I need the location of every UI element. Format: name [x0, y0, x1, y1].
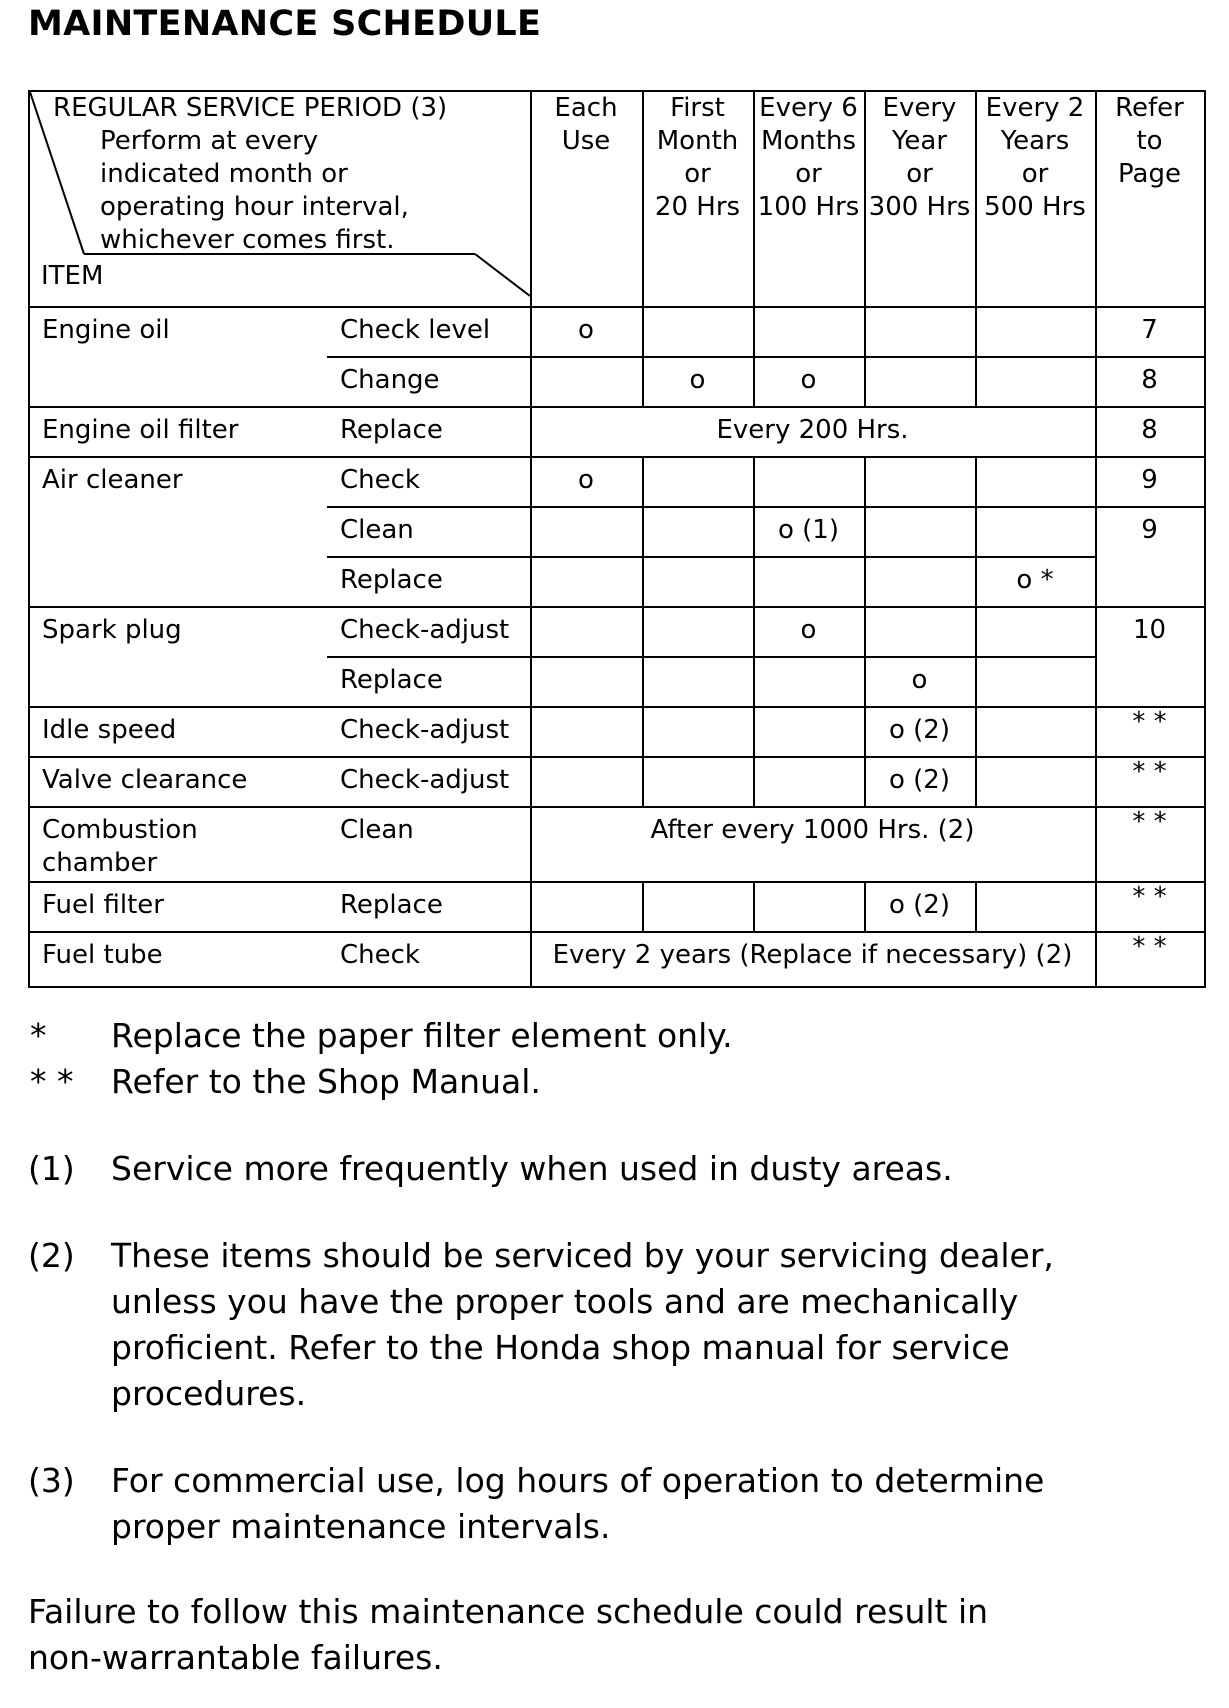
grid-line — [327, 356, 1204, 358]
warranty-warning: Failure to follow this maintenance schedule could result in non-warrantable failures. — [28, 1592, 989, 1677]
page-reference: * * — [1132, 707, 1167, 737]
item-action: Check-adjust — [340, 765, 510, 795]
item-action: Replace — [340, 890, 443, 920]
page-reference: * * — [1132, 807, 1167, 837]
item-action: Check — [340, 465, 420, 495]
maintenance-schedule-table — [28, 90, 1206, 988]
grid-line — [30, 706, 1204, 708]
grid-line — [30, 931, 1204, 933]
grid-line — [642, 456, 644, 806]
item-name: Fuel filter — [42, 890, 164, 920]
schedule-span-text: Every 2 years (Replace if necessary) (2) — [552, 940, 1073, 970]
item-name: Fuel tube — [42, 940, 163, 970]
column-header-every-year: Every Year or 300 Hrs — [868, 93, 971, 222]
item-action: Check-adjust — [340, 715, 510, 745]
page-reference: 8 — [1141, 415, 1158, 445]
item-action: Check level — [340, 315, 491, 345]
schedule-span-text: After every 1000 Hrs. (2) — [650, 815, 975, 845]
item-name: Combustion chamber — [42, 815, 198, 878]
item-action: Clean — [340, 515, 414, 545]
column-header-every-2-years: Every 2 Years or 500 Hrs — [984, 93, 1086, 222]
item-action: Check — [340, 940, 420, 970]
schedule-mark: o — [578, 315, 594, 345]
grid-line — [30, 306, 1204, 308]
grid-line — [753, 881, 755, 931]
service-period-note: Perform at every — [100, 126, 319, 156]
page-reference: 8 — [1141, 365, 1158, 395]
page-reference: 9 — [1141, 515, 1158, 545]
grid-line — [864, 456, 866, 806]
schedule-mark: o — [800, 615, 817, 645]
page-reference: 9 — [1141, 465, 1158, 495]
footnote-mark: (3) — [28, 1461, 75, 1500]
grid-line — [30, 806, 1204, 808]
schedule-mark: o * — [1016, 565, 1054, 595]
grid-line — [530, 92, 532, 986]
grid-line — [642, 881, 644, 931]
item-name: Idle speed — [42, 715, 177, 745]
schedule-mark: o (2) — [888, 715, 950, 745]
schedule-span-text: Every 200 Hrs. — [716, 415, 909, 445]
item-action: Replace — [340, 565, 443, 595]
grid-line — [30, 606, 1204, 608]
item-name: Air cleaner — [42, 465, 183, 495]
footnote-text: Service more frequently when used in dusty areas. — [111, 1149, 953, 1188]
service-period-note: operating hour interval, — [100, 192, 409, 222]
item-header-label: ITEM — [41, 261, 104, 291]
page-reference: * * — [1132, 932, 1167, 962]
item-name: Valve clearance — [42, 765, 248, 795]
footnote-text: Replace the paper filter element only. — [111, 1016, 733, 1055]
item-action: Replace — [340, 415, 443, 445]
schedule-mark: o — [800, 365, 817, 395]
schedule-mark: o — [689, 365, 706, 395]
page-reference: 10 — [1132, 615, 1167, 645]
page-reference: * * — [1132, 757, 1167, 787]
page-title: MAINTENANCE SCHEDULE — [28, 4, 542, 44]
page-reference: 7 — [1141, 315, 1158, 345]
column-header-every-6-months: Every 6 Months or 100 Hrs — [757, 93, 860, 222]
service-period-note: indicated month or — [100, 159, 348, 189]
schedule-mark: o (2) — [888, 890, 950, 920]
grid-line — [975, 456, 977, 806]
grid-line — [30, 881, 1204, 883]
schedule-mark: o — [911, 665, 928, 695]
footnote-text: These items should be serviced by your servicing dealer, unless you have the proper tools and are mechanically proficient. Refer to the Honda shop manual for service procedures. — [111, 1236, 1054, 1413]
footnote-mark: * * — [30, 1062, 74, 1101]
footnote-text: Refer to the Shop Manual. — [111, 1062, 541, 1101]
schedule-mark: o (2) — [888, 765, 950, 795]
item-name: Engine oil — [42, 315, 170, 345]
item-name: Spark plug — [42, 615, 182, 645]
grid-line — [30, 756, 1204, 758]
grid-line — [30, 406, 1204, 408]
service-period-note: whichever comes first. — [100, 225, 395, 255]
footnote-mark: * — [30, 1016, 47, 1055]
footnote-mark: (2) — [28, 1236, 75, 1275]
item-name: Engine oil filter — [42, 415, 239, 445]
grid-line — [30, 456, 1204, 458]
grid-line — [327, 556, 1095, 558]
item-action: Change — [340, 365, 440, 395]
schedule-mark: o — [578, 465, 594, 495]
grid-line — [975, 881, 977, 931]
page-reference: * * — [1132, 882, 1167, 912]
footnote-mark: (1) — [28, 1149, 75, 1188]
schedule-mark: o (1) — [777, 515, 839, 545]
service-period-heading: REGULAR SERVICE PERIOD (3) — [53, 93, 448, 123]
grid-line — [327, 656, 1095, 658]
item-action: Check-adjust — [340, 615, 510, 645]
column-header-each-use: Each Use — [554, 93, 618, 156]
grid-line — [327, 506, 1204, 508]
item-action: Replace — [340, 665, 443, 695]
column-header-first-month: First Month or 20 Hrs — [654, 93, 741, 222]
column-header-refer-page: Refer to Page — [1115, 93, 1184, 189]
footnote-text: For commercial use, log hours of operation to determine proper maintenance intervals. — [111, 1461, 1045, 1546]
item-action: Clean — [340, 815, 414, 845]
